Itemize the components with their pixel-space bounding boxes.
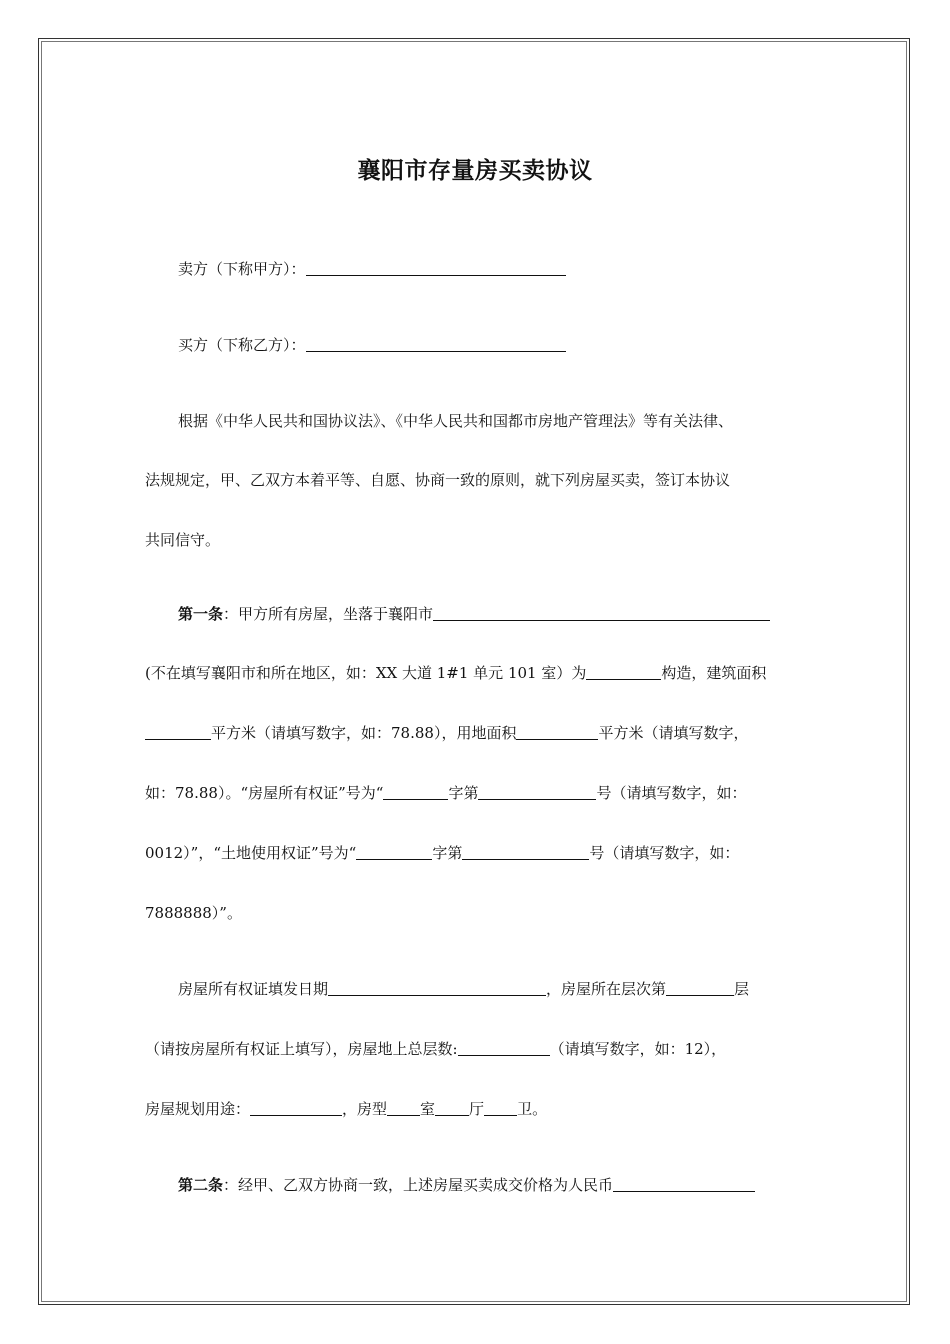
ownership-cert-prefix-blank[interactable]	[383, 784, 448, 800]
details-text-1b: ，房屋所在层次第	[546, 980, 667, 998]
article1-text-3a: 平方米（请填写数字，如：78.88），用地面积	[211, 724, 517, 742]
article1-line-4	[145, 783, 825, 803]
seller-line	[145, 259, 858, 279]
details-text-3b: ，房型	[342, 1100, 388, 1118]
article2-heading: 第二条	[178, 1176, 224, 1194]
article1-line-6: 7888888）”。	[145, 904, 242, 922]
article1-text-5b: 字第	[432, 844, 463, 862]
details-text-2b: （请填写数字，如：12），	[549, 1040, 727, 1058]
cert-issue-date-blank[interactable]	[328, 980, 546, 996]
details-text-2a: （请按房屋所有权证上填写），房屋地上总层数:	[145, 1040, 458, 1058]
land-area-blank[interactable]	[516, 724, 598, 740]
article1-text-1: ：甲方所有房屋，坐落于襄阳市	[223, 605, 434, 623]
details-text-3c: 室	[420, 1100, 436, 1118]
details-text-3d: 厅	[469, 1100, 485, 1118]
preamble-line-1: 根据《中华人民共和国协议法》、《中华人民共和国都市房地产管理法》等有关法律、	[178, 412, 734, 430]
land-cert-prefix-blank[interactable]	[356, 844, 432, 860]
article1-text-5a: 0012）”，“土地使用权证”号为“	[145, 844, 357, 862]
price-blank[interactable]	[613, 1176, 755, 1192]
bathrooms-blank[interactable]	[484, 1100, 517, 1116]
seller-label: 卖方（下称甲方）：	[178, 260, 306, 278]
article1-heading: 第一条	[178, 605, 224, 623]
total-floors-blank[interactable]	[458, 1040, 550, 1056]
floor-number-blank[interactable]	[666, 980, 734, 996]
article1-text-2b: 构造，建筑面积	[661, 664, 767, 682]
details-line-1	[145, 979, 858, 999]
article1-text-5c: 号（请填写数字，如：	[589, 844, 740, 862]
details-text-1c: 层	[734, 980, 750, 998]
article2-line-1	[145, 1175, 858, 1195]
article1-line-5	[145, 843, 825, 863]
buyer-name-blank[interactable]	[306, 336, 566, 352]
details-text-3a: 房屋规划用途：	[145, 1100, 251, 1118]
planned-use-blank[interactable]	[250, 1100, 342, 1116]
seller-name-blank[interactable]	[306, 260, 566, 276]
ownership-cert-number-blank[interactable]	[478, 784, 596, 800]
building-area-blank[interactable]	[145, 724, 211, 740]
document-title: 襄阳市存量房买卖协议	[357, 158, 593, 184]
property-location-blank[interactable]	[433, 605, 770, 621]
article2-text-1: ：经甲、乙双方协商一致，上述房屋买卖成交价格为人民币	[223, 1176, 614, 1194]
halls-blank[interactable]	[435, 1100, 469, 1116]
preamble-line-2: 法规规定，甲、乙双方本着平等、自愿、协商一致的原则，就下列房屋买卖，签订本协议	[145, 471, 731, 489]
land-cert-number-blank[interactable]	[462, 844, 589, 860]
buyer-line	[145, 335, 858, 355]
article1-line-3	[145, 723, 825, 743]
details-text-1a: 房屋所有权证填发日期	[178, 980, 329, 998]
details-line-3	[145, 1099, 825, 1119]
article1-text-3b: 平方米（请填写数字，	[598, 724, 749, 742]
article1-text-4b: 字第	[448, 784, 479, 802]
details-line-2	[145, 1039, 825, 1059]
rooms-blank[interactable]	[387, 1100, 420, 1116]
article1-line-2	[145, 663, 825, 683]
structure-blank[interactable]	[586, 664, 661, 680]
preamble-line-3: 共同信守。	[145, 531, 221, 549]
article1-text-2a: (不在填写襄阳市和所在地区，如：XX 大道 1#1 单元 101 室）为	[145, 664, 587, 682]
article1-line-1	[145, 604, 858, 624]
buyer-label: 买方（下称乙方）：	[178, 336, 306, 354]
article1-text-4a: 如：78.88）。“房屋所有权证”号为“	[145, 784, 384, 802]
article1-text-4c: 号（请填写数字，如：	[596, 784, 747, 802]
details-text-3e: 卫。	[517, 1100, 548, 1118]
